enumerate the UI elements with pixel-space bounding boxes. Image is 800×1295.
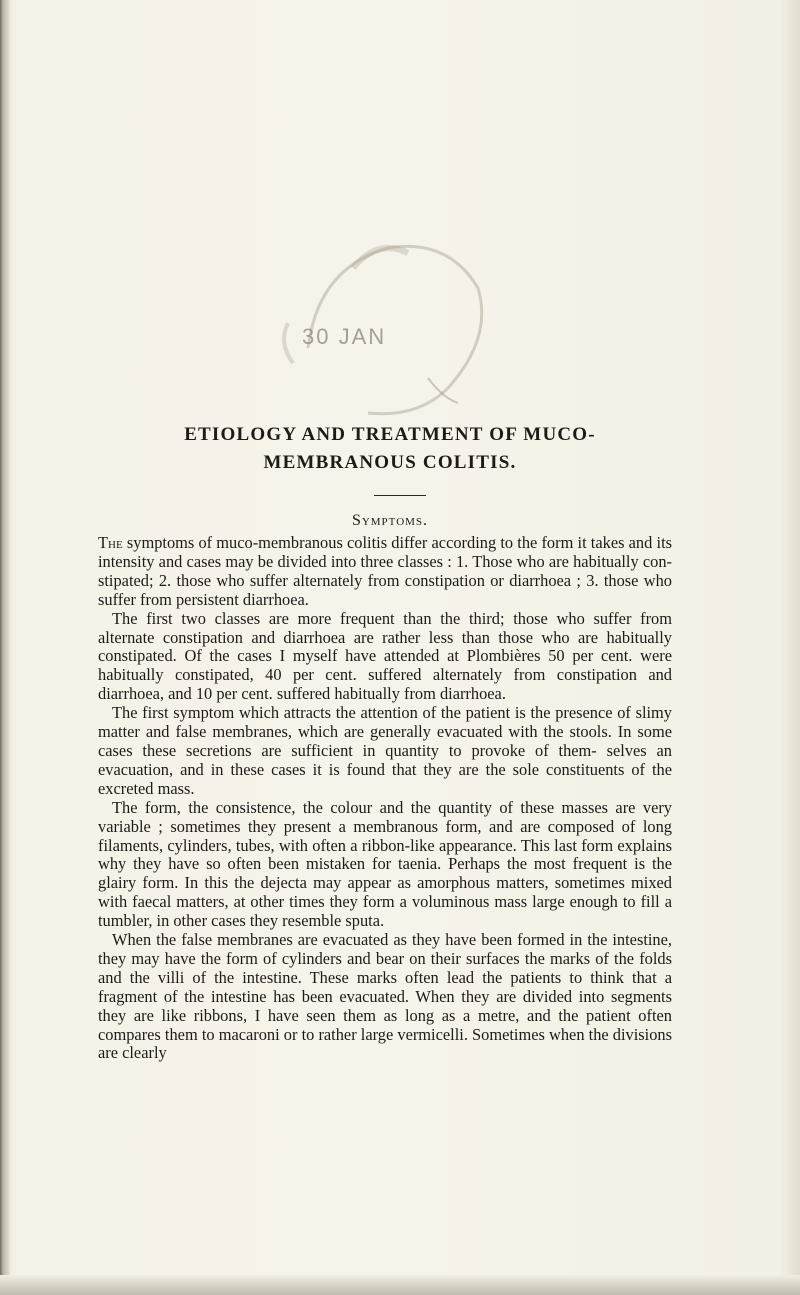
section-heading: Symptoms. [351, 512, 429, 529]
title-line-2: MEMBRANOUS COLITIS. [263, 452, 517, 473]
paragraph-5: When the false membranes are evacuated as they have been formed in the intestine, they may have the form of cylinders and bear on their surfaces the marks of the folds and the villi of the intestine. These marks often lead the patients to think that a fragment of the intestine has been evacuated. When they are divided into segments they are like ribbons, I have seen them as long as a metre, and the patient often compares them to macaroni or to rather large vermicelli. Sometimes when the divisions are clearly [98, 930, 672, 1063]
title-line-1: ETIOLOGY AND TREATMENT OF MUCO- [184, 424, 596, 445]
body-text [98, 534, 672, 1063]
paragraph-1 [98, 534, 672, 610]
title-divider [374, 495, 426, 496]
paragraph-3: The first symptom which attracts the attention of the patient is the presence of slimy matter and false membranes, which are generally evacuated with the stools. In some cases these secretions are sufficient in quantity to provoke of them- selves an evacuation, and in these cases it is found that they are the sole constituents of the excreted mass. [98, 703, 672, 798]
page-left-edge [0, 0, 10, 1295]
stamp-text: 30 JAN [302, 324, 387, 349]
paragraph-4: The form, the consistence, the colour and the quantity of these masses are very variable ; sometimes they present a membranous form, and are composed of long filaments, cylinders, tubes, with often a ribbon-like appearance. This last form explains why they have so often been mistaken for taenia. Perhaps the most frequent is the glairy form. In this the dejecta may appear as amorphous matters, sometimes mixed with faecal matters, at other times they form a voluminous mass large enough to fill a tumbler, in other cases they resemble sputa. [98, 797, 672, 931]
paragraph-2: The first two classes are more frequent than the third; those who suffer from alternate constipation and diarrhoea are rather less than those who are habitually constipated. Of the cases I myself have attended at Plombières 50 per cent. were habitually constipated, 40 per cent. suffered alternately from constipation and diarrhoea, and 10 per cent. suffered habitually from diarrhoea. [98, 608, 672, 704]
library-stamp [248, 228, 498, 428]
paragraph-text: symptoms of muco-membranous colitis differ according to the form it takes and its intensity and cases may be divided into three classes : 1. Those who are habitually con- stipated; 2. those who suffer alternately from constipation or diarrhoea ; 3. those who suffer from persistent diarrhoea. [98, 533, 672, 609]
paragraph-lead-word: The [98, 533, 123, 552]
page-bottom-edge [0, 1275, 800, 1295]
